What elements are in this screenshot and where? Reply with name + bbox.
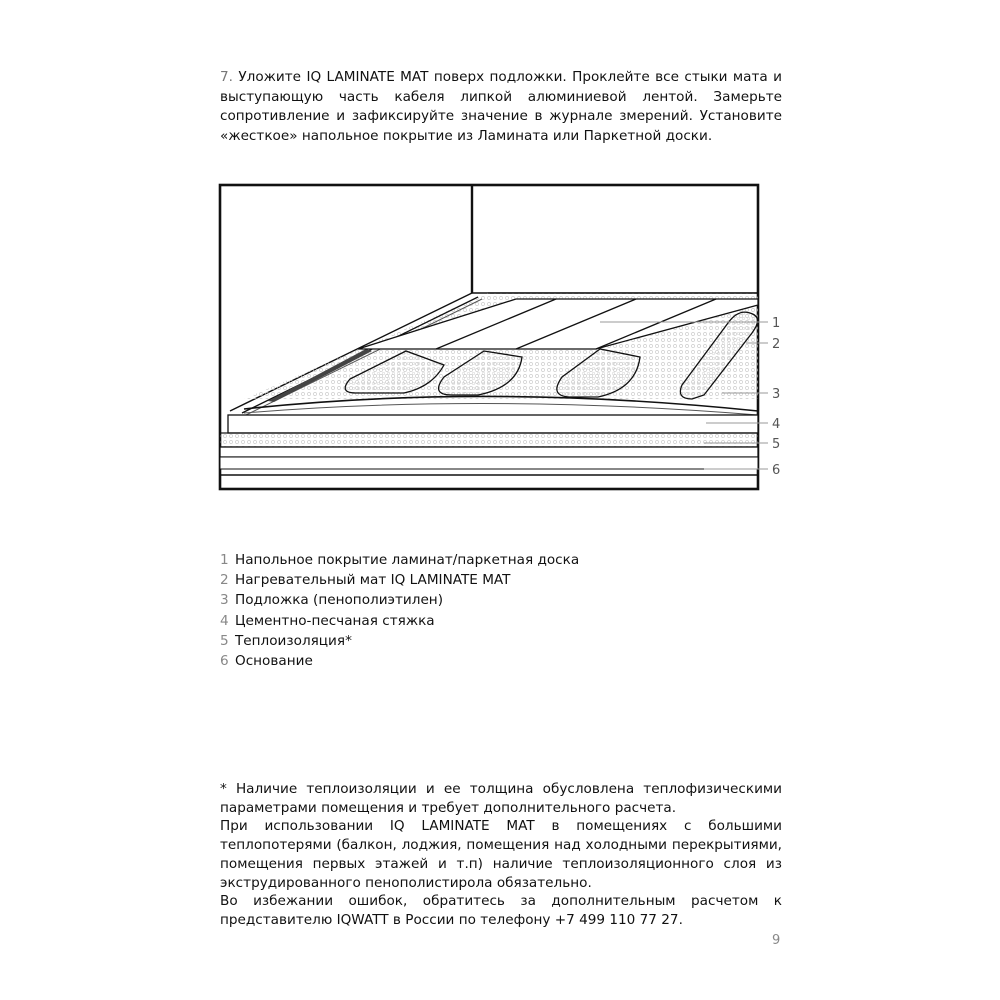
page-number: 9 bbox=[772, 933, 781, 948]
legend-item bbox=[220, 611, 579, 631]
legend-label: Цементно-песчаная стяжка bbox=[235, 612, 435, 629]
legend-label: Нагревательный мат IQ LAMINATE MAT bbox=[235, 572, 511, 589]
callout-2: 2 bbox=[772, 337, 781, 352]
legend-label: Напольное покрытие ламинат/паркетная доска bbox=[235, 552, 580, 568]
callout-5: 5 bbox=[772, 437, 781, 452]
floor-layers-diagram bbox=[216, 181, 786, 493]
screed-layer bbox=[228, 415, 758, 433]
legend-item bbox=[220, 570, 579, 590]
base-layer-lower bbox=[220, 457, 758, 469]
footnote-high-heat-loss-note: При использовании IQ LAMINATE MAT в помещениях с большими теплопотерями (балкон, лоджия, помещения над холодными перекрытиями, помещения первых этажей и т.п) наличие теплоизоляционного слоя из экструдированного пенополистирола обязательно. bbox=[220, 818, 782, 891]
step-7-instructions bbox=[220, 68, 782, 146]
base-layer bbox=[220, 447, 758, 457]
legend-label: Теплоизоляция* bbox=[235, 632, 352, 649]
callout-1: 1 bbox=[772, 316, 781, 331]
callout-4: 4 bbox=[772, 417, 781, 432]
insulation-layer bbox=[220, 433, 758, 447]
legend-label: Подложка (пенополиэтилен) bbox=[235, 592, 443, 609]
legend-item bbox=[220, 651, 579, 671]
legend-item bbox=[220, 550, 579, 570]
legend-item bbox=[220, 590, 579, 610]
step-number: 7. bbox=[220, 69, 233, 85]
legend-number: 2 bbox=[220, 572, 229, 589]
layer-legend bbox=[220, 550, 579, 671]
footnote-contact-note: Во избежании ошибок, обратитесь за дополнительным расчетом к представителю IQWATT в России по телефону +7 499 110 77 27. bbox=[220, 893, 782, 928]
callout-numbers bbox=[772, 316, 780, 478]
step-text: Уложите IQ LAMINATE MAT поверх подложки. Проклейте все стыки мата и выступающую часть кабеля липкой алюминиевой лентой. Замерьте сопротивление и зафиксируйте значение в журнале змерений. Установите «жесткое» напольное покрытие из Ламината или Паркетной доски. bbox=[220, 69, 782, 144]
callout-3: 3 bbox=[772, 387, 781, 402]
callout-6: 6 bbox=[772, 463, 781, 478]
legend-number: 4 bbox=[220, 612, 229, 629]
legend-number: 1 bbox=[220, 552, 229, 568]
legend-number: 5 bbox=[220, 632, 229, 649]
footnote-insulation-note: * Наличие теплоизоляции и ее толщина обусловлена теплофизическими параметрами помещения и требует дополнительного расчета. bbox=[220, 781, 782, 816]
footnote bbox=[220, 780, 782, 930]
legend-number: 6 bbox=[220, 653, 229, 670]
legend-label: Основание bbox=[235, 653, 313, 670]
legend-item bbox=[220, 631, 579, 651]
legend-number: 3 bbox=[220, 592, 229, 609]
